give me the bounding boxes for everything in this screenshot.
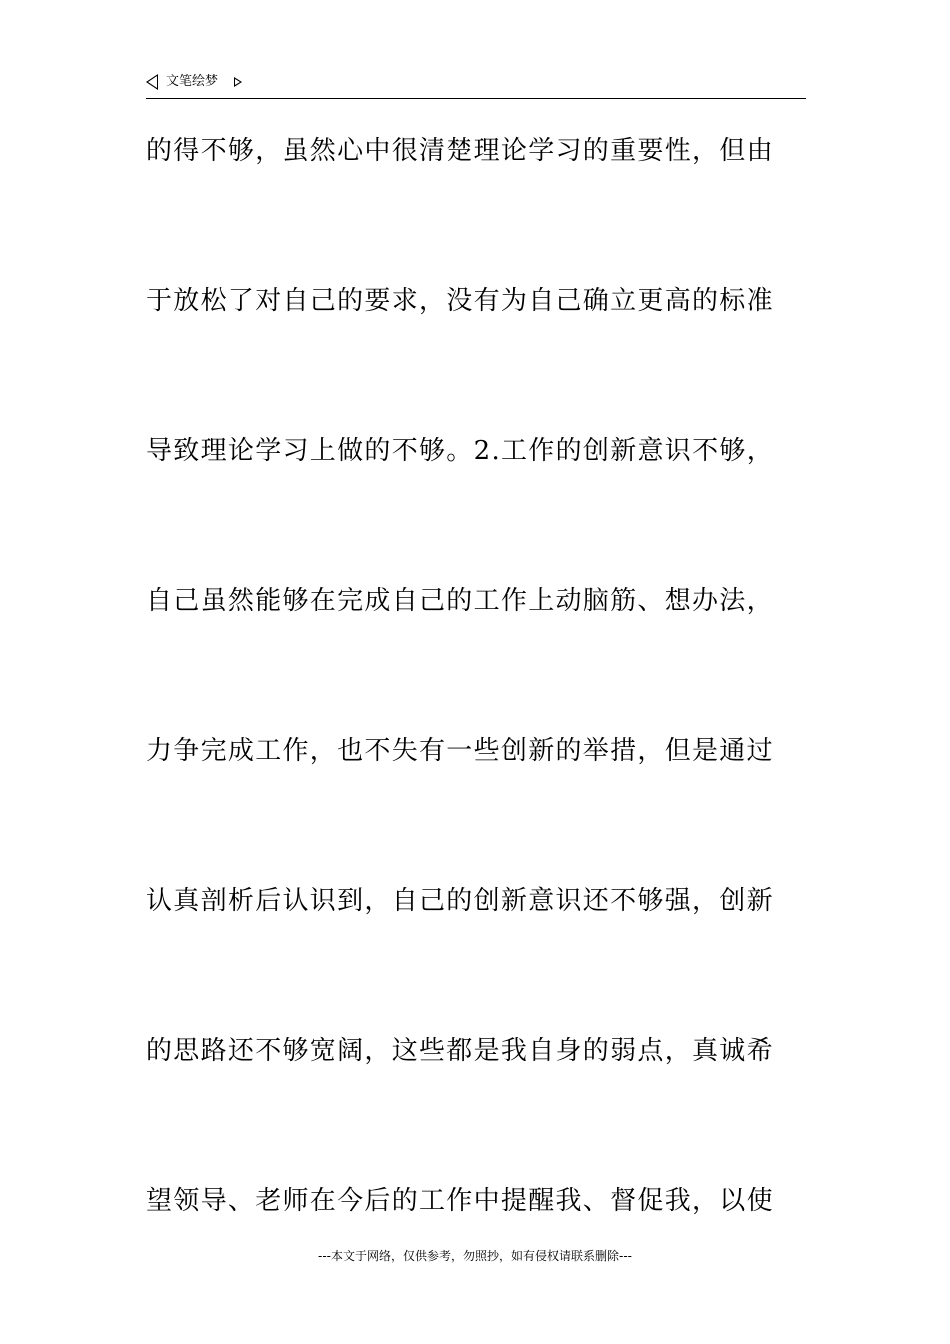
triangle-left-outline-icon (146, 74, 158, 90)
text-line-2: 于放松了对自己的要求，没有为自己确立更高的标准 (146, 286, 774, 316)
text-line-3: 导致理论学习上做的不够。2.工作的创新意识不够， (146, 436, 775, 466)
text-line-4: 自己虽然能够在完成自己的工作上动脑筋、想办法， (146, 586, 774, 616)
text-line-6: 认真剖析后认识到，自己的创新意识还不够强，创新 (146, 886, 774, 916)
text-line-5: 力争完成工作，也不失有一些创新的举措，但是通过 (146, 736, 774, 766)
text-line-1: 的得不够，虽然心中很清楚理论学习的重要性，但由 (146, 136, 774, 166)
page-header (146, 72, 806, 99)
page-footer: ---本文于网络，仅供参考，勿照抄，如有侵权请联系删除--- (318, 1249, 632, 1263)
text-line-8: 望领导、老师在今后的工作中提醒我、督促我，以使 (146, 1186, 774, 1216)
triangle-right-outline-icon (234, 77, 242, 87)
document-body (146, 124, 818, 1324)
text-line-7: 的思路还不够宽阔，这些都是我自身的弱点，真诚希 (146, 1036, 774, 1066)
header-title: 文笔绘梦 (166, 74, 219, 89)
